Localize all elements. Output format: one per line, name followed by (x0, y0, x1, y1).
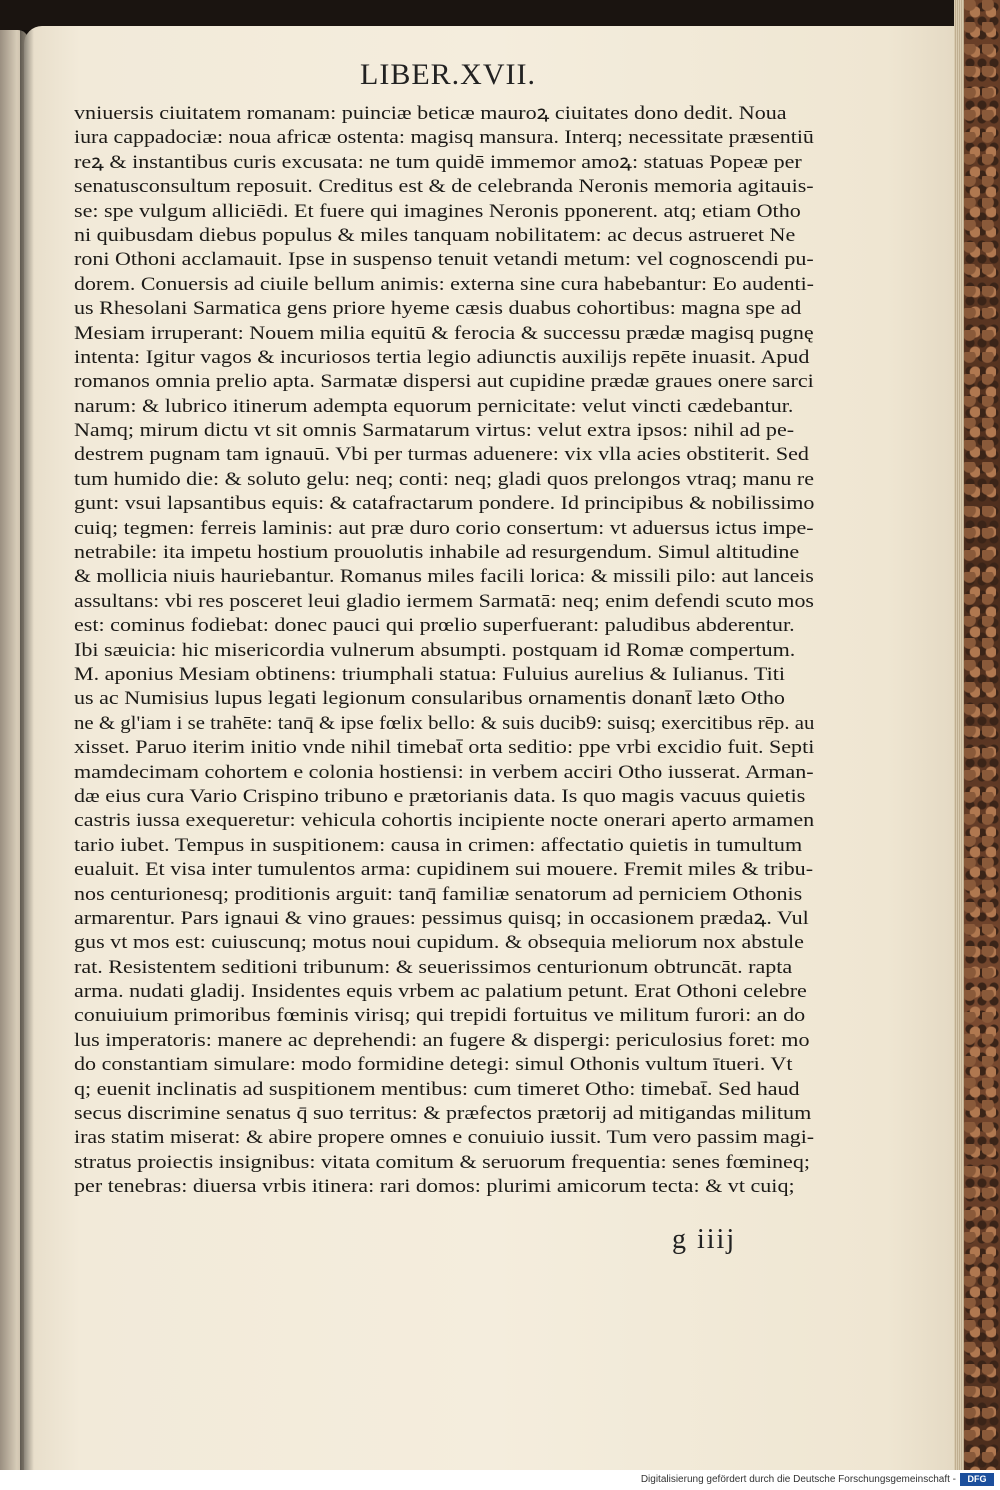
text-line: do constantiam simulare: modo formidine detegi: simul Othonis vultum ītueri. Vt (74, 1054, 793, 1076)
text-line: ne & gl'iam i se trahēte: tanq̄ & ipse fœlix bello: & suis ducib9: suisq; exercitibus rēp. au (74, 712, 815, 734)
text-line: intenta: Igitur vagos & incuriosos tertia legio adiunctis auxilijs repēte inuasit. Apud (74, 346, 810, 368)
text-line: lus imperatoris: manere ac deprehendi: an fugere & dispergi: periculosius foret: mo (74, 1029, 810, 1051)
text-line: mamdecimam cohortem e colonia hostiensi: in verbem acciri Otho iusserat. Arman- (74, 761, 814, 783)
text-line: est: cominus fodiebat: donec pauci qui prœlio superfuerant: paludibus abderentur. (74, 615, 795, 637)
text-line: tario iubet. Tempus in suspitionem: causa in crimen: affectatio quietis in tumultum (74, 834, 803, 856)
text-line: tum humido die: & soluto gelu: neq; conti: neq; gladi quos prelongos vtraq; manu re (74, 468, 814, 490)
text-line: eualuit. Et visa inter tumulentos arma: cupidinem sui mouere. Fremit miles & tribu- (74, 859, 814, 881)
text-line: armarentur. Pars ignaui & vino graues: pessimus quisq; in occasionem prædaꝝ. Vul (74, 907, 809, 929)
text-line: gunt: vsui lapsantibus equis: & catafractarum pondere. Id principibus & nobilissimo (74, 493, 815, 515)
text-line: dorem. Conuersis ad ciuile bellum animis: externa sine cura habebantur: Eo audenti- (74, 273, 814, 295)
text-line: romanos omnia prelio apta. Sarmatæ dispersi aut cupidine prædæ graues onere sarci (74, 371, 814, 393)
text-line: vniuersis ciuitatem romanam: puinciæ beticæ mauroꝝ ciuitates dono dedit. Noua (74, 103, 787, 124)
text-line: Namq; mirum dictu vt sit omnis Sarmatarum virtus: velut extra ipsos: nihil ad pe- (74, 420, 795, 442)
text-line: reꝝ & instantibus curis excusata: ne tum quidē immemor amoꝝ: statuas Popeæ per (74, 151, 802, 173)
text-line: iras statim miserat: & abire propere omnes e conuiuio iussit. Tum vero passim magi- (74, 1127, 815, 1149)
text-line: M. aponius Mesiam obtinens: triumphali statua: Fuluius aurelius & Iulianus. Titi (74, 663, 786, 685)
text-line: stratus proiectis insignibus: vitata comitum & seruorum frequentia: senes fœmineq; (74, 1151, 810, 1173)
text-line: Ibi sæuicia: hic misericordia vulnerum absumpti. postquam id Romæ compertum. (74, 639, 796, 661)
text-line: arma. nudati gladij. Insidentes equis vrbem ac palatium petunt. Erat Othoni celebre (74, 981, 807, 1003)
text-line: xisset. Paruo iterim initio vnde nihil timebat̄ orta seditio: ppe vrbi excidio fuit. Septi (74, 737, 815, 759)
text-line: gus vt mos est: cuiuscunq; motus noui cupidum. & obsequia meliorum nox abstule (74, 932, 804, 954)
text-line: per tenebras: diuersa vrbis itinera: rari domos: plurimi amicorum tecta: & vt cuiq; (74, 1176, 795, 1198)
body-text (74, 102, 814, 1200)
text-line: q; euenit inclinatis ad suspitionem mentibus: cum timeret Otho: timebat̄. Sed haud (74, 1078, 800, 1100)
text-line: roni Othoni acclamauit. Ipse in suspenso tenuit vetandi metum: vel cognoscendi pu- (74, 249, 814, 271)
text-line: senatusconsultum reposuit. Creditus est & de celebranda Neronis memoria agitauis- (74, 176, 814, 198)
text-line: iura cappadociæ: noua africæ ostenta: magisq mansura. Interq; necessitate præsentiū (74, 127, 814, 149)
text-line: castris iussa exequeretur: vehicula cohortis incipiente nocte onerari aperto armamen (74, 810, 815, 832)
dfg-logo: DFG (960, 1473, 994, 1486)
signature-mark: g iiij (672, 1224, 737, 1255)
footer-credit: Digitalisierung gefördert durch die Deutsche Forschungsgemeinschaft - (640, 1474, 956, 1485)
text-line: ni quibusdam diebus populus & miles tanquam nobilitatem: ac decus astrueret Ne (74, 224, 796, 246)
text-line: us Rhesolani Sarmatica gens priore hyeme cæsis duabus cohortibus: magna spe ad (74, 298, 802, 320)
text-line: & mollicia niuis hauriebantur. Romanus miles facili lorica: & missili pilo: aut lanceis (74, 566, 814, 588)
page-stack-edges (954, 0, 964, 1470)
running-header: LIBER.XVII. (360, 58, 536, 91)
text-line: conuiuium primoribus fœminis virisq; qui trepidi fortuitus ve militum furori: an do (74, 1005, 806, 1027)
text-line: netrabile: ita impetu hostium prouolutis inhabile ad resurgendum. Simul altitudine (74, 542, 800, 564)
text-line: us ac Numisius lupus legati legionum consularibus ornamentis donant̄ læto Otho (74, 688, 785, 710)
text-line: secus discrimine senatus q̄ suo territus: & præfectos prætorij ad mitigandas militum (74, 1103, 812, 1125)
text-line: Mesiam irruperant: Nouem milia equitū & ferocia & successu prædæ magisq pugnę (74, 322, 814, 344)
text-line: destrem pugnam tam ignauū. Vbi per turmas aduenere: vix vlla acies obstiterit. Sed (74, 444, 809, 466)
marbled-cover-board (964, 0, 1000, 1470)
text-line: nos centurionesq; proditionis arguit: tanq̄ familiæ senatorum ad perniciem Othonis (74, 883, 803, 905)
text-line: cuiq; tegmen: ferreis laminis: aut præ duro corio consertum: vt aduersus ictus impe- (74, 517, 814, 539)
text-line: se: spe vulgum alliciēdi. Et fuere qui imagines Neronis pponerent. atq; etiam Otho (74, 200, 801, 222)
text-line: dæ eius cura Vario Crispino tribuno e prætorianis data. Is quo magis vacuus quietis (74, 785, 806, 807)
text-line: assultans: vbi res posceret leui gladio iermem Sarmatā: neq; enim defendi scuto mos (74, 590, 814, 612)
text-line: rat. Resistentem seditioni tribunum: & seuerissimos centurionum obtruncāt. rapta (74, 956, 793, 978)
gutter-shadow (20, 30, 34, 1470)
text-line: narum: & lubrico itinerum adempta equorum pernicitate: velut vincti cædebantur. (74, 395, 794, 417)
